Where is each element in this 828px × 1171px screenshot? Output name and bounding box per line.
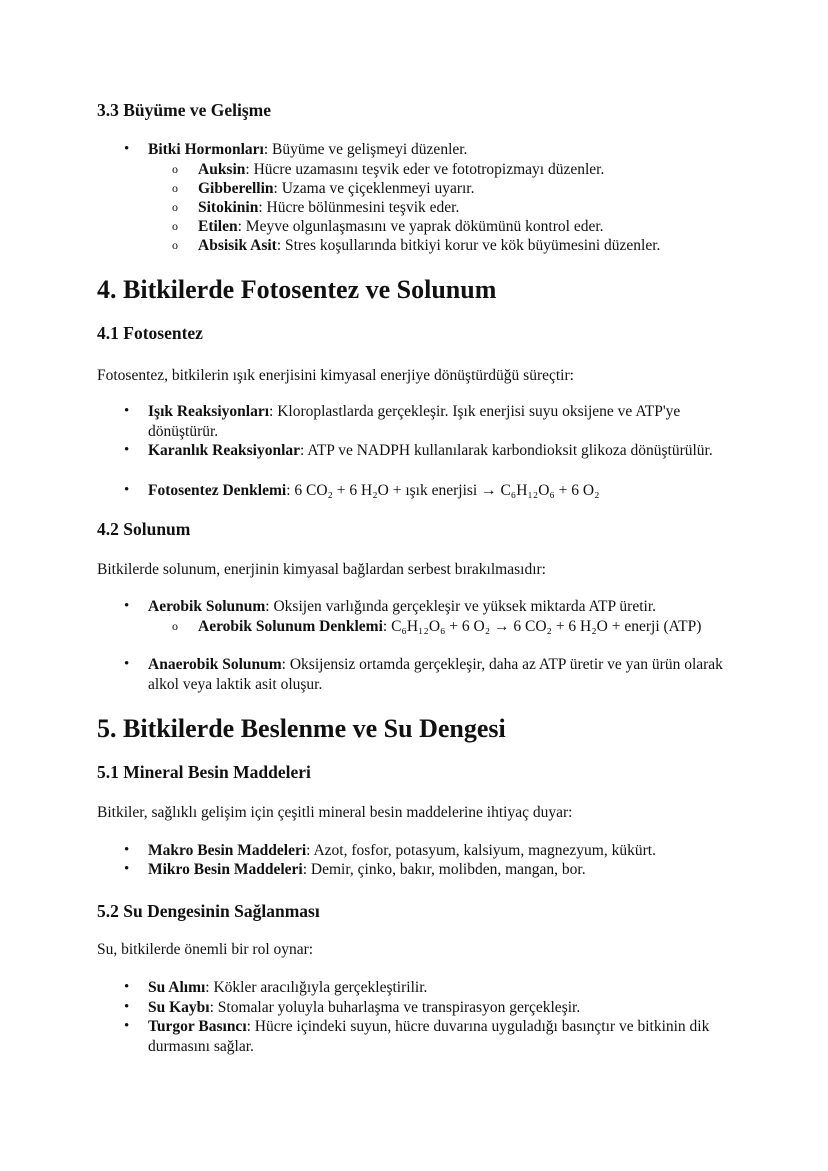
sub-marker: o [172, 219, 178, 233]
list-item [122, 140, 737, 160]
definition: : Oksijensiz ortamda gerçekleşir, daha az ATP üretir ve yan ürün olarak alkol veya laktik asit oluşur. [148, 656, 723, 693]
term: Mikro Besin Maddeleri [148, 861, 303, 878]
bullet-marker: • [124, 999, 130, 1015]
paragraph: Bitkilerde solunum, enerjinin kimyasal bağlardan serbest bırakılmasıdır: [97, 561, 546, 578]
bullet-marker: • [124, 141, 130, 157]
term: Sitokinin [198, 199, 259, 216]
list-item [122, 860, 737, 880]
term: Auksin [198, 161, 246, 178]
list-item [122, 998, 737, 1018]
sub-list-item [148, 198, 738, 218]
sub-list-item [148, 236, 738, 256]
heading-5-2: 5.2 Su Dengesinin Sağlanması [97, 901, 320, 921]
bullet-marker: • [124, 861, 130, 877]
list-item [122, 481, 737, 501]
list-item [122, 402, 737, 441]
paragraph: Su, bitkilerde önemli bir rol oynar: [97, 941, 314, 958]
bullet-marker: • [124, 1018, 130, 1034]
term: Aerobik Solunum [148, 598, 266, 615]
bullet-marker: • [124, 979, 130, 995]
heading-5: 5. Bitkilerde Beslenme ve Su Dengesi [97, 714, 506, 743]
term: Etilen [198, 218, 238, 235]
sub-marker: o [172, 238, 178, 252]
bullet-marker: • [124, 442, 130, 458]
term: Absisik Asit [198, 237, 277, 254]
definition: : Stomalar yoluyla buharlaşma ve transpirasyon gerçekleşir. [209, 999, 581, 1016]
definition: : Oksijen varlığında gerçekleşir ve yüksek miktarda ATP üretir. [265, 598, 656, 615]
term: Fotosentez Denklemi [148, 482, 287, 499]
list-item [122, 441, 737, 461]
definition: : Kökler aracılığıyla gerçekleştirilir. [205, 979, 428, 996]
definition: : Demir, çinko, bakır, molibden, mangan, bor. [302, 861, 586, 878]
definition: : Büyüme ve gelişmeyi düzenler. [263, 141, 468, 158]
term: Makro Besin Maddeleri [148, 842, 307, 859]
sub-list-item [148, 179, 738, 199]
heading-5-1: 5.1 Mineral Besin Maddeleri [97, 762, 311, 782]
list-item [122, 597, 737, 617]
heading-4: 4. Bitkilerde Fotosentez ve Solunum [97, 275, 497, 304]
term: Işık Reaksiyonları [148, 403, 270, 420]
paragraph: Bitkiler, sağlıklı gelişim için çeşitli mineral besin maddelerine ihtiyaç duyar: [97, 804, 573, 821]
definition: : Azot, fosfor, potasyum, kalsiyum, magnezyum, kükürt. [306, 842, 656, 859]
definition: : ATP ve NADPH kullanılarak karbondioksit glikoza dönüştürülür. [300, 442, 713, 459]
heading-4-1: 4.1 Fotosentez [97, 323, 203, 343]
definition: : C₆H₁₂O₆ + 6 O₂ → 6 CO₂ + 6 H₂O + enerji (ATP) [382, 618, 702, 635]
sub-list-item [148, 617, 738, 637]
bullet-marker: • [124, 842, 130, 858]
term: Turgor Basıncı [148, 1018, 247, 1035]
term: Anaerobik Solunum [148, 656, 282, 673]
list-item [122, 978, 737, 998]
list-item [122, 655, 737, 694]
term: Karanlık Reaksiyonlar [148, 442, 301, 459]
sub-marker: o [172, 181, 178, 195]
paragraph: Fotosentez, bitkilerin ışık enerjisini kimyasal enerjiye dönüştürdüğü süreçtir: [97, 367, 574, 384]
term: Su Alımı [148, 979, 206, 996]
sub-marker: o [172, 162, 178, 176]
definition: : Stres koşullarında bitkiyi korur ve kök büyümesini düzenler. [276, 237, 661, 254]
term: Gibberellin [198, 180, 274, 197]
list-item [122, 841, 737, 861]
definition: : Hücre içindeki suyun, hücre duvarına uyguladığı basınçtır ve bitkinin dik durmasını sağlar. [148, 1018, 710, 1055]
term: Bitki Hormonları [148, 141, 264, 158]
bullet-marker: • [124, 403, 130, 419]
sub-marker: o [172, 200, 178, 214]
bullet-marker: • [124, 482, 130, 498]
heading-4-2: 4.2 Solunum [97, 519, 191, 539]
definition: : Kloroplastlarda gerçekleşir. Işık enerjisi suyu oksijene ve ATP'ye dönüştürür. [148, 403, 681, 440]
term: Su Kaybı [148, 999, 210, 1016]
list-item [122, 1017, 737, 1056]
bullet-marker: • [124, 656, 130, 672]
heading-3-3: 3.3 Büyüme ve Gelişme [97, 100, 272, 120]
definition: : Hücre uzamasını teşvik eder ve fototropizmayı düzenler. [245, 161, 605, 178]
bullet-marker: • [124, 598, 130, 614]
definition: : Hücre bölünmesini teşvik eder. [258, 199, 460, 216]
definition: : Uzama ve çiçeklenmeyi uyarır. [273, 180, 475, 197]
sub-list-item [148, 160, 738, 180]
definition: : Meyve olgunlaşmasını ve yaprak dökümünü kontrol eder. [237, 218, 604, 235]
term: Aerobik Solunum Denklemi [198, 618, 383, 635]
definition: : 6 CO₂ + 6 H₂O + ışık enerjisi → C₆H₁₂O₆ + 6 O₂ [286, 482, 600, 499]
sub-list-item [148, 217, 738, 237]
sub-marker: o [172, 619, 178, 633]
